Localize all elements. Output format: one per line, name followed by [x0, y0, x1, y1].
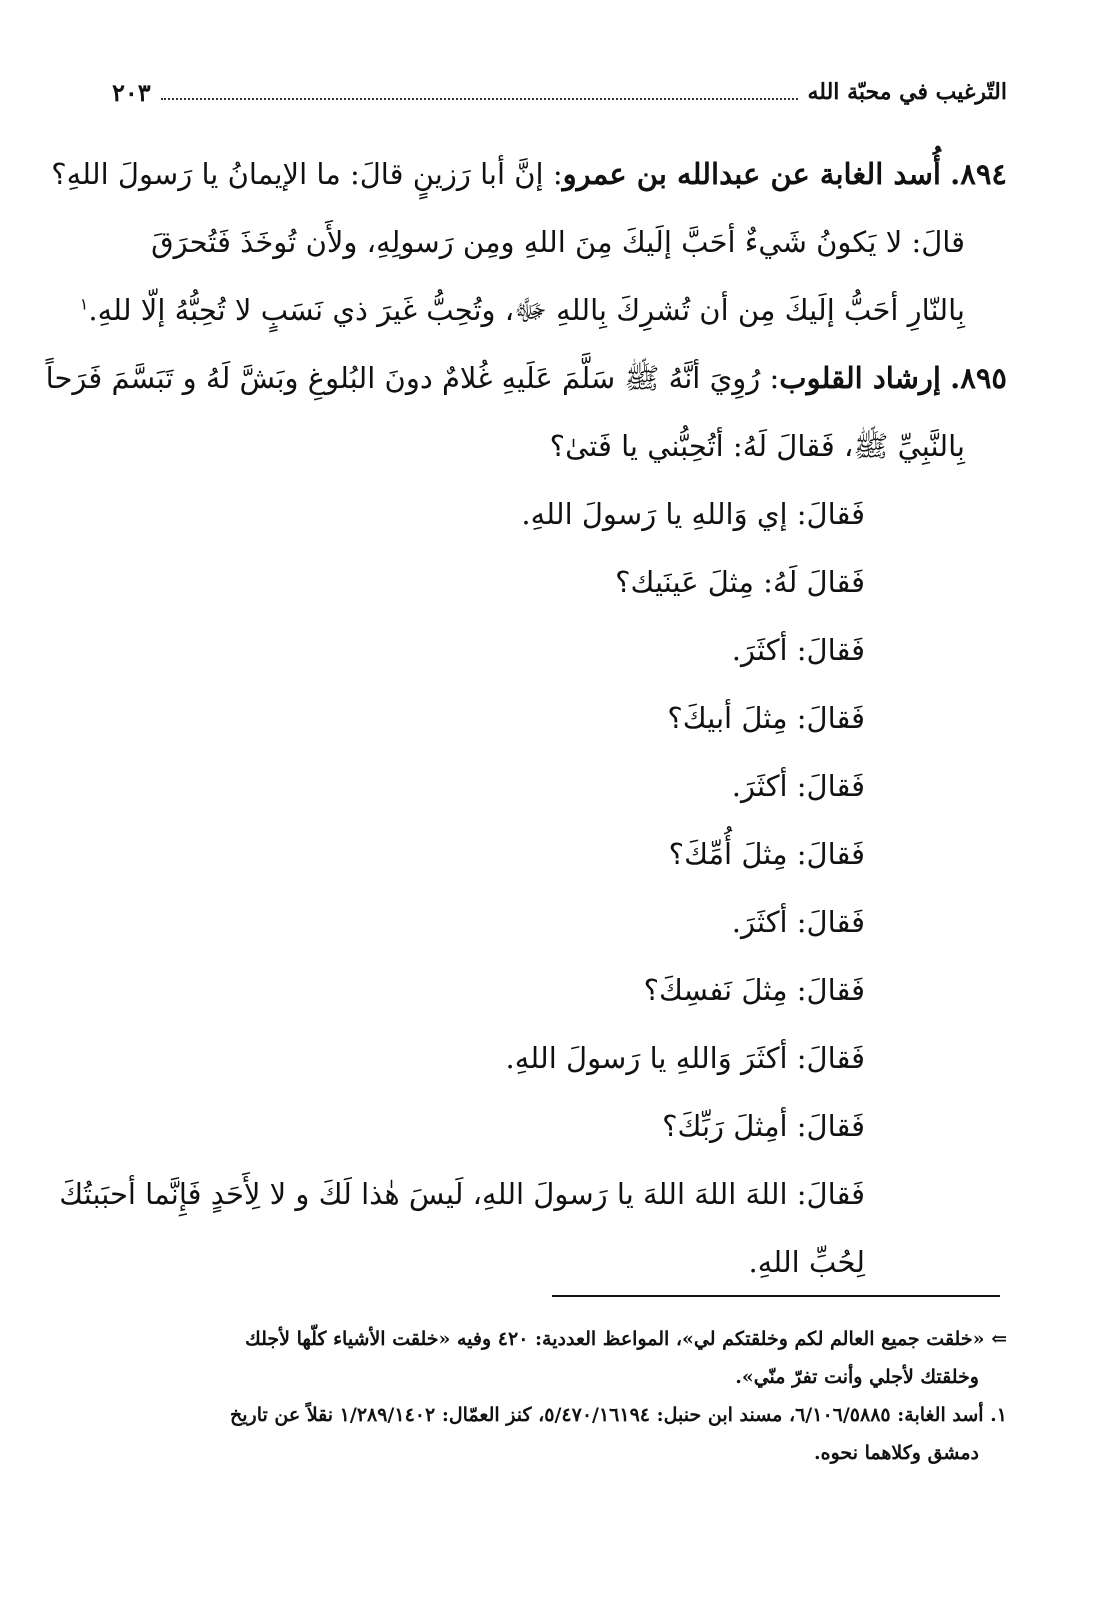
dialog-line [112, 820, 1007, 888]
entry-894-line-3 [79, 276, 1007, 344]
dialog-text: فَقالَ: أكثَرَ وَاللهِ يا رَسولَ اللهِ. [505, 1041, 865, 1075]
dialog-text: لِحُبِّ اللهِ. [748, 1245, 865, 1279]
footnote-line [100, 1396, 1007, 1434]
dialog-text: فَقالَ لَهُ: مِثلَ عَينَيك؟ [615, 565, 865, 599]
dialog-text: فَقالَ: أكثَرَ. [731, 769, 865, 803]
dialog-text: فَقالَ: مِثلَ أُمِّكَ؟ [668, 837, 865, 871]
entry-895-line-1 [45, 344, 1007, 412]
entry-894-text-2: قالَ: لا يَكونُ شَيءٌ أحَبَّ إلَيكَ مِنَ اللهِ ومِن رَسولِهِ، ولأَن تُوخَذَ فَتُحرَقَ [151, 225, 965, 259]
dialog-line [112, 956, 1007, 1024]
entry-895-line-2 [112, 412, 1007, 480]
header-title: التّرغيب في محبّة الله [807, 79, 1007, 105]
footnotes [100, 1320, 1007, 1472]
header-leader-dots [161, 84, 798, 100]
footnote-ref-1: ١ [79, 294, 89, 314]
page-number: ٢٠٣ [112, 77, 151, 107]
entry-894-number: ٨٩٤. [950, 157, 1007, 191]
footnote-text: دمشق وكلاهما نحوه. [814, 1442, 979, 1464]
running-header [112, 72, 1007, 112]
dialog-line [112, 752, 1007, 820]
footnote-separator [552, 1295, 1000, 1297]
footnote-line [100, 1320, 1007, 1358]
dialog-text: فَقالَ: أكثَرَ. [731, 633, 865, 667]
dialog-line [112, 1228, 1007, 1296]
entry-894-source: أُسد الغابة عن عبدالله بن عمرو [562, 157, 941, 191]
main-text [45, 140, 1007, 1296]
entry-894-text-1: : إنَّ أبا رَزينٍ قالَ: ما الإيمانُ يا رَسولَ اللهِ؟ [51, 157, 563, 191]
entry-894-line-2 [112, 208, 1007, 276]
footnote-text: ١. أسد الغابة: ٦/١٠٦/٥٨٨٥، مسند ابن حنبل: ٥/٤٧٠/١٦١٩٤، كنز العمّال: ١/٢٨٩/١٤٠٢ نقلاً عن تاريخ [229, 1404, 1007, 1426]
footnote-text: وخلقتك لأجلي وأنت تفرّ منّي». [735, 1366, 979, 1388]
dialog-line [112, 616, 1007, 684]
footnote-text: ⇐ «خلقت جميع العالم لكم وخلقتكم لي»، المواعظ العددية: ٤٢٠ وفيه «خلقت الأشياء كلّها لأجلك [245, 1328, 1007, 1350]
entry-895-source: إرشاد القلوب [779, 361, 941, 395]
dialog-line [112, 1024, 1007, 1092]
entry-894-line-1 [51, 140, 1007, 208]
entry-895-text-1: : رُوِيَ أنَّهُ ﷺ سَلَّمَ عَلَيهِ غُلامٌ دونَ البُلوغِ وبَشَّ لَهُ و تَبَسَّمَ فَرَحاً [45, 361, 780, 395]
footnote-line [100, 1434, 1007, 1472]
dialog-line [59, 1160, 1007, 1228]
dialog-line [112, 888, 1007, 956]
dialog-text: فَقالَ: مِثلَ نَفسِكَ؟ [643, 973, 865, 1007]
entry-895-text-2: بِالنَّبِيِّ ﷺ، فَقالَ لَهُ: أتُحِبُّني يا فَتىٰ؟ [549, 429, 965, 463]
footnote-line [100, 1358, 1007, 1396]
dialog-text: فَقالَ: أكثَرَ. [731, 905, 865, 939]
dialog-line [112, 480, 1007, 548]
dialog-text: فَقالَ: إي وَاللهِ يا رَسولَ اللهِ. [521, 497, 865, 531]
dialog-line [112, 1092, 1007, 1160]
entry-894-text-3: بِالنّارِ أحَبُّ إلَيكَ مِن أن تُشرِكَ بِاللهِ ﷻ، وتُحِبُّ غَيرَ ذي نَسَبٍ لا تُحِبُّهُ إلّا للهِ. [88, 293, 965, 327]
dialog-text: فَقالَ: أمِثلَ رَبِّكَ؟ [662, 1109, 865, 1143]
dialog-text: فَقالَ: مِثلَ أبيكَ؟ [667, 701, 865, 735]
dialog-text: فَقالَ: اللهَ اللهَ اللهَ يا رَسولَ اللهِ، لَيسَ هٰذا لَكَ و لا لِأَحَدٍ فَإِنَّما أحبَبتُكَ [59, 1177, 865, 1211]
dialog-line [112, 684, 1007, 752]
dialog-line [112, 548, 1007, 616]
entry-895-number: ٨٩٥. [950, 361, 1007, 395]
